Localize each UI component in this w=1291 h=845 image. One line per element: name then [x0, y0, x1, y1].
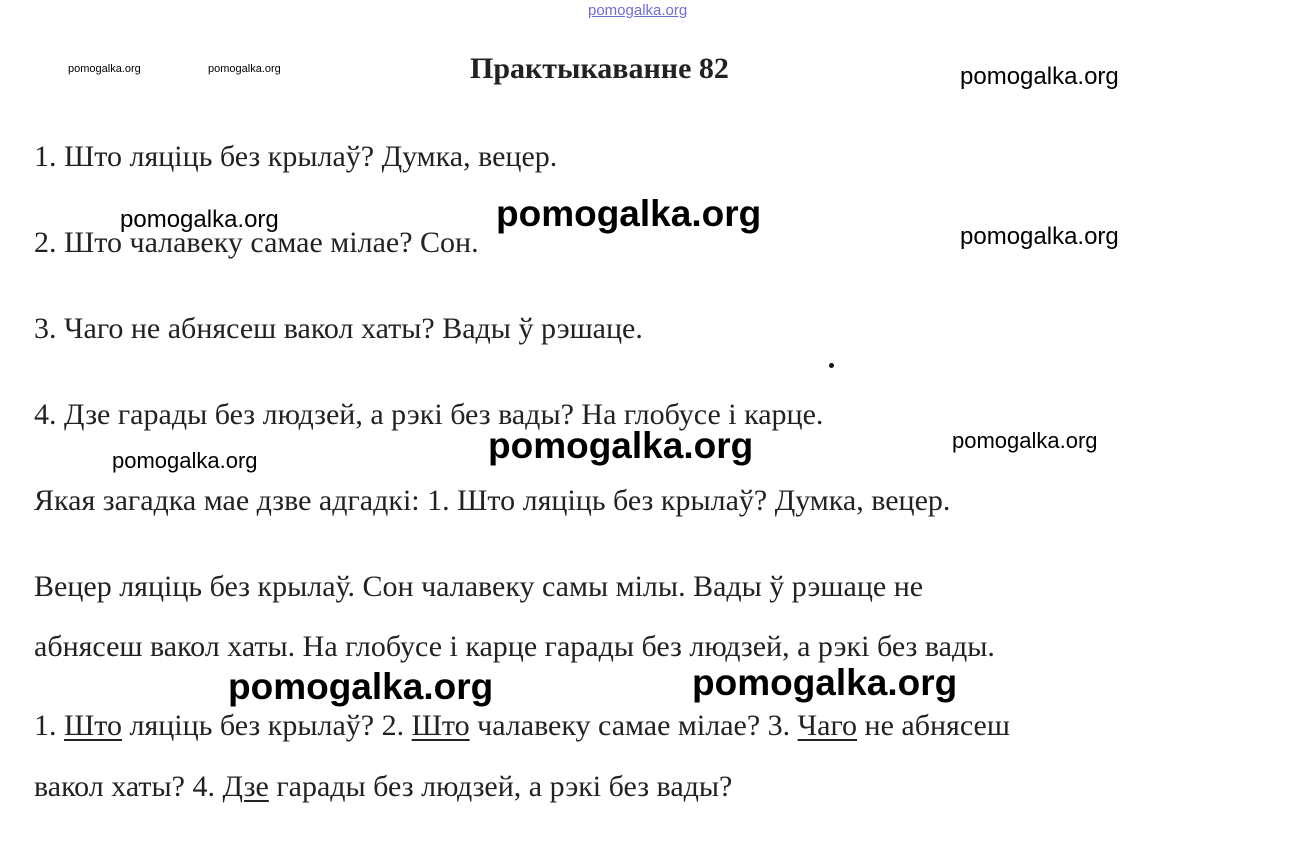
riddle-4: 4. Дзе гарады без людзей, а рэкі без вады? На глобусе і карце.: [34, 398, 824, 431]
watermark: pomogalka.org: [960, 63, 1119, 90]
question-text: ляціць без крылаў? 2.: [121, 709, 405, 742]
question-word-underlined: Што: [64, 709, 122, 742]
question-number: 1.: [34, 709, 57, 742]
watermark: pomogalka.org: [112, 448, 258, 473]
riddle-3: 3. Чаго не абнясеш вакол хаты? Вады ў рэшаце.: [34, 312, 643, 345]
question-word-underlined: Што: [411, 709, 470, 742]
watermark-top: pomogalka.org: [588, 2, 688, 19]
question-word-underlined: Дзе: [222, 770, 269, 803]
riddle-1: 1. Што ляціць без крылаў? Думка, вецер.: [34, 140, 558, 173]
stray-dot: [829, 363, 834, 368]
questions-line-2: [34, 770, 732, 804]
question-text: вакол хаты? 4.: [34, 770, 215, 803]
paragraph-line-1: Вецер ляціць без крылаў. Сон чалавеку самы мілы. Вады ў рэшаце не: [34, 570, 924, 603]
watermark-large: pomogalka.org: [228, 666, 494, 707]
watermark-large: pomogalka.org: [488, 425, 754, 466]
watermark-large: pomogalka.org: [496, 193, 762, 234]
questions-line-1: [34, 709, 1010, 743]
watermark: pomogalka.org: [952, 428, 1098, 453]
page-title: Практыкаванне 82: [470, 52, 729, 85]
question-text: чалавеку самае мілае? 3.: [469, 709, 791, 742]
watermark-small: pomogalka.org: [68, 63, 141, 75]
double-answer-line: Якая загадка мае дзве адгадкі: 1. Што ляціць без крылаў? Думка, вецер.: [34, 484, 951, 517]
riddle-2: 2. Што чалавеку самае мілае? Сон.: [34, 226, 479, 259]
paragraph-line-2: абнясеш вакол хаты. На глобусе і карце гарады без людзей, а рэкі без вады.: [34, 630, 995, 663]
watermark: pomogalka.org: [120, 206, 279, 233]
watermark: pomogalka.org: [960, 223, 1119, 250]
question-text: не абнясеш: [857, 709, 1010, 742]
watermark-large: pomogalka.org: [692, 662, 958, 703]
watermark-small: pomogalka.org: [208, 63, 281, 75]
question-word-underlined: Чаго: [797, 709, 858, 742]
question-text: гарады без людзей, а рэкі без вады?: [268, 770, 733, 803]
